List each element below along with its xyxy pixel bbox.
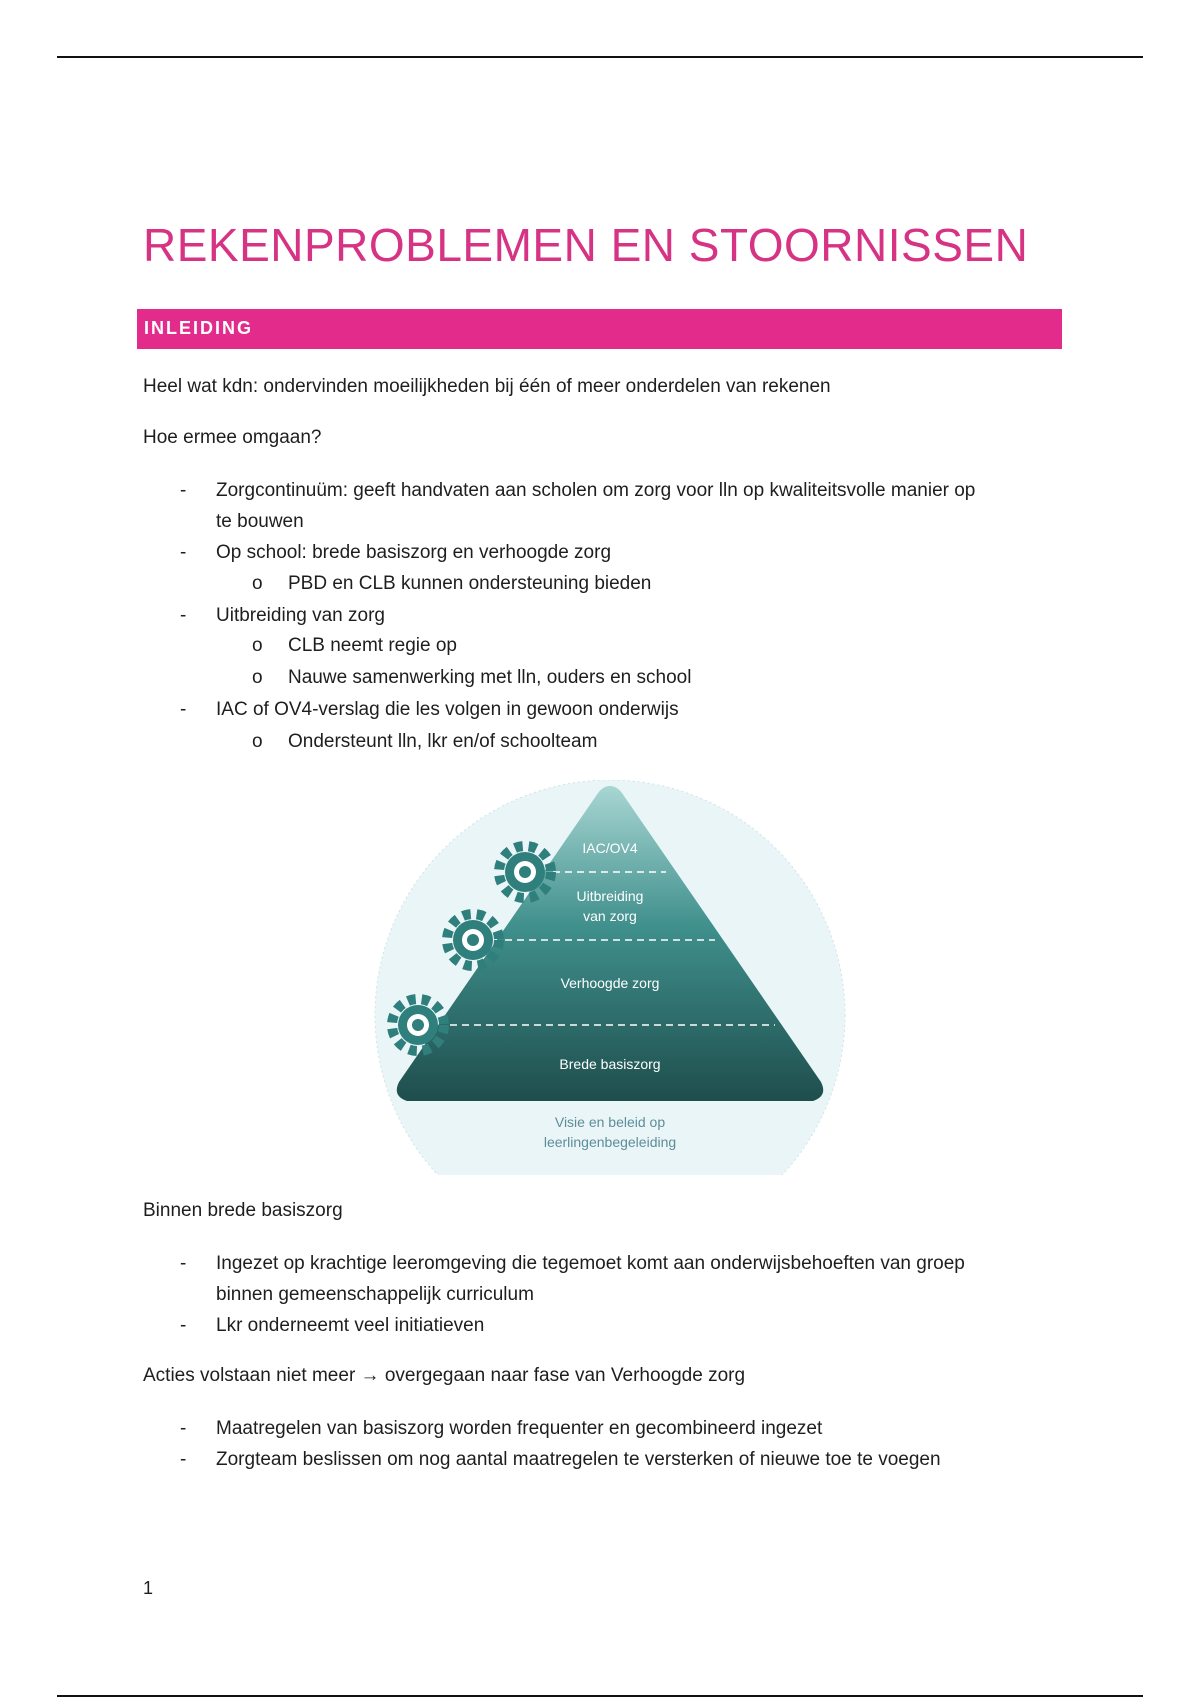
dash-bullet: - [180, 699, 187, 720]
list-item-text: Uitbreiding van zorg [216, 605, 385, 626]
circle-bullet: o [252, 573, 263, 594]
dash-bullet: - [180, 605, 187, 626]
sub-list-item [252, 726, 598, 757]
list-item-text: Op school: brede basiszorg en verhoogde zorg [216, 542, 612, 563]
list-item [180, 600, 1056, 631]
sub-list-item [252, 630, 457, 661]
circle-bullet: o [252, 731, 263, 752]
intro-paragraph: Heel wat kdn: ondervinden moeilijkheden bij één of meer onderdelen van rekenen [143, 376, 831, 397]
header-rule [57, 56, 1143, 58]
section-heading-bar [137, 309, 1062, 349]
level-label-iac: IAC/OV4 [582, 840, 638, 856]
list-item-text: Zorgcontinuüm: geeft handvaten aan scholen om zorg voor lln op kwaliteitsvolle manier op [216, 480, 976, 501]
dash-bullet: - [180, 1449, 187, 1470]
dash-bullet: - [180, 480, 187, 501]
dash-bullet: - [180, 542, 187, 563]
list-item-text: IAC of OV4-verslag die les volgen in gewoon onderwijs [216, 699, 679, 720]
zorgcontinuum-diagram [370, 780, 850, 1180]
list-item [180, 1444, 1056, 1475]
list-item-text: Maatregelen van basiszorg worden frequenter en gecombineerd ingezet [216, 1418, 823, 1439]
list-item-text: Lkr onderneemt veel initiatieven [216, 1315, 485, 1336]
list-item [180, 1310, 1056, 1341]
page-number: 1 [143, 1578, 154, 1598]
footer-rule [57, 1695, 1143, 1697]
sub-list-item-text: CLB neemt regie op [288, 635, 457, 656]
gear-icon [447, 914, 499, 966]
sub-list-item [252, 568, 652, 599]
level-label-verhoogde: Verhoogde zorg [560, 975, 660, 991]
pyramid-svg [370, 780, 850, 1180]
section-heading: INLEIDING [144, 318, 254, 338]
sub-list-item-text: PBD en CLB kunnen ondersteuning bieden [288, 573, 652, 594]
dash-bullet: - [180, 1418, 187, 1439]
acties-paragraph: Acties volstaan niet meer → overgegaan naar fase van Verhoogde zorg [143, 1365, 746, 1386]
level-label-uitbreiding-1: Uitbreiding [576, 888, 644, 904]
gear-icon [392, 999, 444, 1051]
list-item-text-cont: binnen gemeenschappelijk curriculum [216, 1284, 534, 1305]
sub-list-item-text: Nauwe samenwerking met lln, ouders en school [288, 667, 692, 688]
level-label-brede: Brede basiszorg [559, 1056, 661, 1072]
page-title: REKENPROBLEMEN EN STOORNISSEN [143, 219, 1029, 271]
base-label-2: leerlingenbegeleiding [543, 1134, 677, 1150]
level-label-uitbreiding-2: van zorg [583, 908, 637, 924]
sub-list-item-text: Ondersteunt lln, lkr en/of schoolteam [288, 731, 598, 752]
dash-bullet: - [180, 1315, 187, 1336]
list-item-text-cont: te bouwen [216, 511, 304, 532]
basiszorg-paragraph: Binnen brede basiszorg [143, 1200, 343, 1221]
sub-list-item [252, 662, 692, 693]
base-label-1: Visie en beleid op [554, 1114, 666, 1130]
circle-bullet: o [252, 667, 263, 688]
list-item [180, 475, 1056, 537]
list-item [180, 1248, 1056, 1310]
list-item [180, 537, 1056, 568]
circle-bullet: o [252, 635, 263, 656]
dash-bullet: - [180, 1253, 187, 1274]
list-item [180, 1413, 1056, 1444]
list-item-text: Zorgteam beslissen om nog aantal maatregelen te versterken of nieuwe toe te voegen [216, 1449, 941, 1470]
question-paragraph: Hoe ermee omgaan? [143, 427, 322, 448]
list-item [180, 694, 1056, 725]
list-item-text: Ingezet op krachtige leeromgeving die tegemoet komt aan onderwijsbehoeften van groep [216, 1253, 965, 1274]
gear-icon [499, 846, 551, 898]
